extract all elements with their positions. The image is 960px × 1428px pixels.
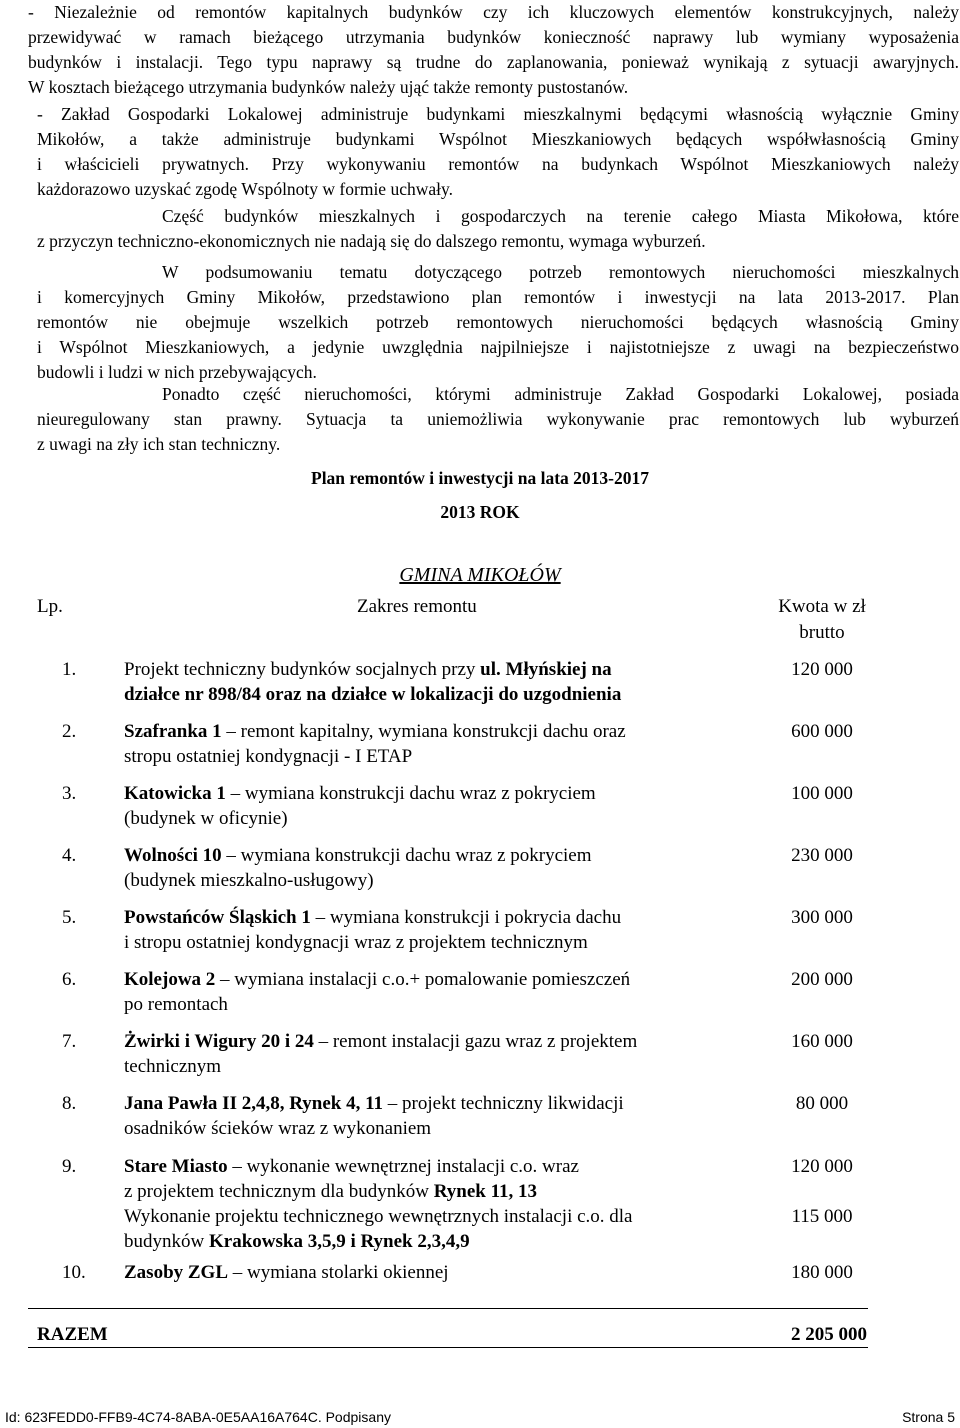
row-text: (budynek w oficynie) [124, 808, 288, 829]
row-number: 7. [62, 1031, 77, 1052]
text-line: Mikołów, a także administruje budynkami Wspólnot Mieszkaniowych będących współwłasnością Gminy [37, 129, 959, 149]
total-label: RAZEM [37, 1324, 108, 1345]
row-amount: 600 000 [791, 721, 853, 742]
row-street: Zasoby ZGL [124, 1262, 229, 1283]
row-amount: 200 000 [791, 969, 853, 990]
plan-title: Plan remontów i inwestycji na lata 2013-2017 [311, 468, 649, 488]
row-amount: 120 000 [791, 1156, 853, 1177]
row-text: – projekt techniczny likwidacji [383, 1093, 624, 1114]
row-amount: 80 000 [795, 1093, 849, 1114]
text-line: i komercyjnych Gminy Mikołów, przedstawiono plan remontów i inwestycji na lata 2013-2017. Plan [37, 287, 959, 307]
page-number: Strona 5 [902, 1409, 955, 1425]
row-text: – wymiana stolarki okiennej [228, 1262, 449, 1283]
paragraph-legal-status [37, 382, 959, 457]
text-line: z przyczyn techniczno-ekonomicznych nie nadają się do dalszego remontu, wymaga wyburzeń. [37, 231, 706, 251]
row-description [124, 781, 774, 831]
row-text: stropu ostatniej kondygnacji - I ETAP [124, 746, 413, 767]
total-divider [28, 1308, 868, 1309]
row-number: 3. [62, 783, 77, 804]
row-number: 6. [62, 969, 77, 990]
text-line: budynków i instalacji. Tego typu naprawy są trudne do zaplanowania, ponieważ wynikają z sytuacji awaryjnych. [28, 52, 959, 72]
gmina-heading: GMINA MIKOŁÓW [399, 564, 561, 586]
row-amount: 180 000 [791, 1262, 853, 1283]
paragraph-summary [37, 260, 959, 385]
text-line: W podsumowaniu tematu dotyczącego potrzeb remontowych nieruchomości mieszkalnych [162, 262, 959, 282]
plan-year: 2013 ROK [440, 502, 520, 522]
row-description [124, 905, 774, 955]
row-number: 4. [62, 845, 77, 866]
row-street: Szafranka 1 [124, 721, 222, 742]
row-text: – remont kapitalny, wymiana konstrukcji dachu oraz [221, 721, 626, 742]
text-line: i Wspólnot Mieszkaniowych, a jedynie uwzględnia najpilniejsze i najistotniejsze z uwagi na bezpieczeństwo [37, 337, 959, 357]
header-kwota [762, 594, 882, 646]
text-line: - Niezależnie od remontów kapitalnych budynków czy ich kluczowych elementów konstrukcyjnych, należy [28, 2, 959, 22]
row-number: 5. [62, 907, 77, 928]
text-line: i właścicieli prywatnych. Przy wykonywaniu remontów na budynkach Wspólnot Mieszkaniowych należy [37, 154, 959, 174]
row-text: z projektem technicznym dla budynków [124, 1181, 434, 1202]
row-text: Wykonanie projektu technicznego wewnętrznych instalacji c.o. dla [124, 1206, 633, 1227]
row-street: Kolejowa 2 [124, 969, 216, 990]
total-underline [28, 1347, 868, 1348]
text-line: budowli i ludzi w nich przebywających. [37, 362, 317, 382]
header-kwota-line1: Kwota w zł [778, 596, 866, 617]
row-text: – wymiana konstrukcji dachu wraz z pokryciem [225, 783, 596, 804]
page-footer [5, 1408, 955, 1426]
text-line: remontów nie obejmuje wszelkich potrzeb remontowych nieruchomości będących własnością Gminy [37, 312, 959, 332]
document-id: Id: 623FEDD0-FFB9-4C74-8ABA-0E5AA16A764C. Podpisany [5, 1409, 391, 1425]
row-bold-text: ul. Młyńskiej na [480, 659, 612, 680]
paragraph-demolition [37, 204, 959, 254]
text-line: Ponadto część nieruchomości, którymi administruje Zakład Gospodarki Lokalowej, posiada [162, 384, 959, 404]
row-amount-second: 115 000 [791, 1206, 853, 1227]
row-street: Jana Pawła II 2,4,8, Rynek 4, 11 [124, 1093, 384, 1114]
text-line: nieuregulowany stan prawny. Sytuacja ta uniemożliwia wykonywanie prac remontowych lub wyburzeń [37, 409, 959, 429]
row-number: 2. [62, 721, 77, 742]
header-zakres: Zakres remontu [357, 596, 477, 617]
total-amount: 2 205 000 [791, 1324, 867, 1345]
paragraph-zgl [37, 102, 959, 202]
row-description [124, 719, 774, 769]
row-number: 1. [62, 659, 77, 680]
row-text: Projekt techniczny budynków socjalnych przy [124, 659, 481, 680]
row-amount: 100 000 [791, 783, 853, 804]
row-bold-text: Krakowska 3,5,9 i Rynek 2,3,4,9 [208, 1231, 470, 1252]
row-street: Powstańców Śląskich 1 [124, 907, 311, 928]
row-street: Wolności 10 [124, 845, 222, 866]
row-street: Katowicka 1 [124, 783, 226, 804]
row-text: – wymiana instalacji c.o.+ pomalowanie pomieszczeń [215, 969, 631, 990]
row-bold-text: Rynek 11, 13 [433, 1181, 538, 1202]
row-street: Żwirki i Wigury 20 i 24 [124, 1031, 314, 1052]
row-amount: 160 000 [791, 1031, 853, 1052]
header-kwota-line2: brutto [799, 622, 845, 643]
row-text: osadników ścieków wraz z wykonaniem [124, 1118, 432, 1139]
row-amount: 230 000 [791, 845, 853, 866]
row-text: (budynek mieszkalno-usługowy) [124, 870, 374, 891]
text-line: W kosztach bieżącego utrzymania budynków należy ująć także remonty pustostanów. [28, 77, 629, 97]
row-text: – wymiana konstrukcji dachu wraz z pokryciem [221, 845, 592, 866]
row-street: Stare Miasto [124, 1156, 228, 1177]
row-amount: 120 000 [791, 659, 853, 680]
row-bold-text: działce nr 898/84 oraz na działce w lokalizacji do uzgodnienia [124, 684, 622, 705]
text-line: z uwagi na zły ich stan techniczny. [37, 434, 281, 454]
row-text: budynków [124, 1231, 209, 1252]
row-description [124, 657, 774, 707]
row-description [124, 843, 774, 893]
total-row [37, 1322, 867, 1347]
header-lp: Lp. [37, 596, 63, 617]
row-text: – wymiana konstrukcji i pokrycia dachu [310, 907, 622, 928]
row-description [124, 1029, 774, 1079]
row-description [124, 1091, 774, 1141]
text-line: przewidywać w ramach bieżącego utrzymania budynków konieczność naprawy lub wymiany wyposażenia [28, 27, 959, 47]
text-line: każdorazowo uzyskać zgodę Wspólnoty w formie uchwały. [37, 179, 453, 199]
row-description [124, 1154, 774, 1254]
row-text: po remontach [124, 994, 228, 1015]
row-description [124, 967, 774, 1017]
row-amount: 300 000 [791, 907, 853, 928]
text-line: - Zakład Gospodarki Lokalowej administruje budynkami mieszkalnymi będącymi własnością wyłącznie Gminy [37, 104, 959, 124]
row-number: 9. [62, 1156, 77, 1177]
row-description [124, 1260, 774, 1285]
row-text: – remont instalacji gazu wraz z projektem [313, 1031, 638, 1052]
row-number: 8. [62, 1093, 77, 1114]
row-number: 10. [62, 1262, 86, 1283]
paragraph-maintenance [28, 0, 959, 100]
text-line: Część budynków mieszkalnych i gospodarczych na terenie całego Miasta Mikołowa, które [162, 206, 959, 226]
row-text: i stropu ostatniej kondygnacji wraz z projektem technicznym [124, 932, 588, 953]
row-text: technicznym [124, 1056, 222, 1077]
row-text: – wykonanie wewnętrznej instalacji c.o. wraz [227, 1156, 579, 1177]
